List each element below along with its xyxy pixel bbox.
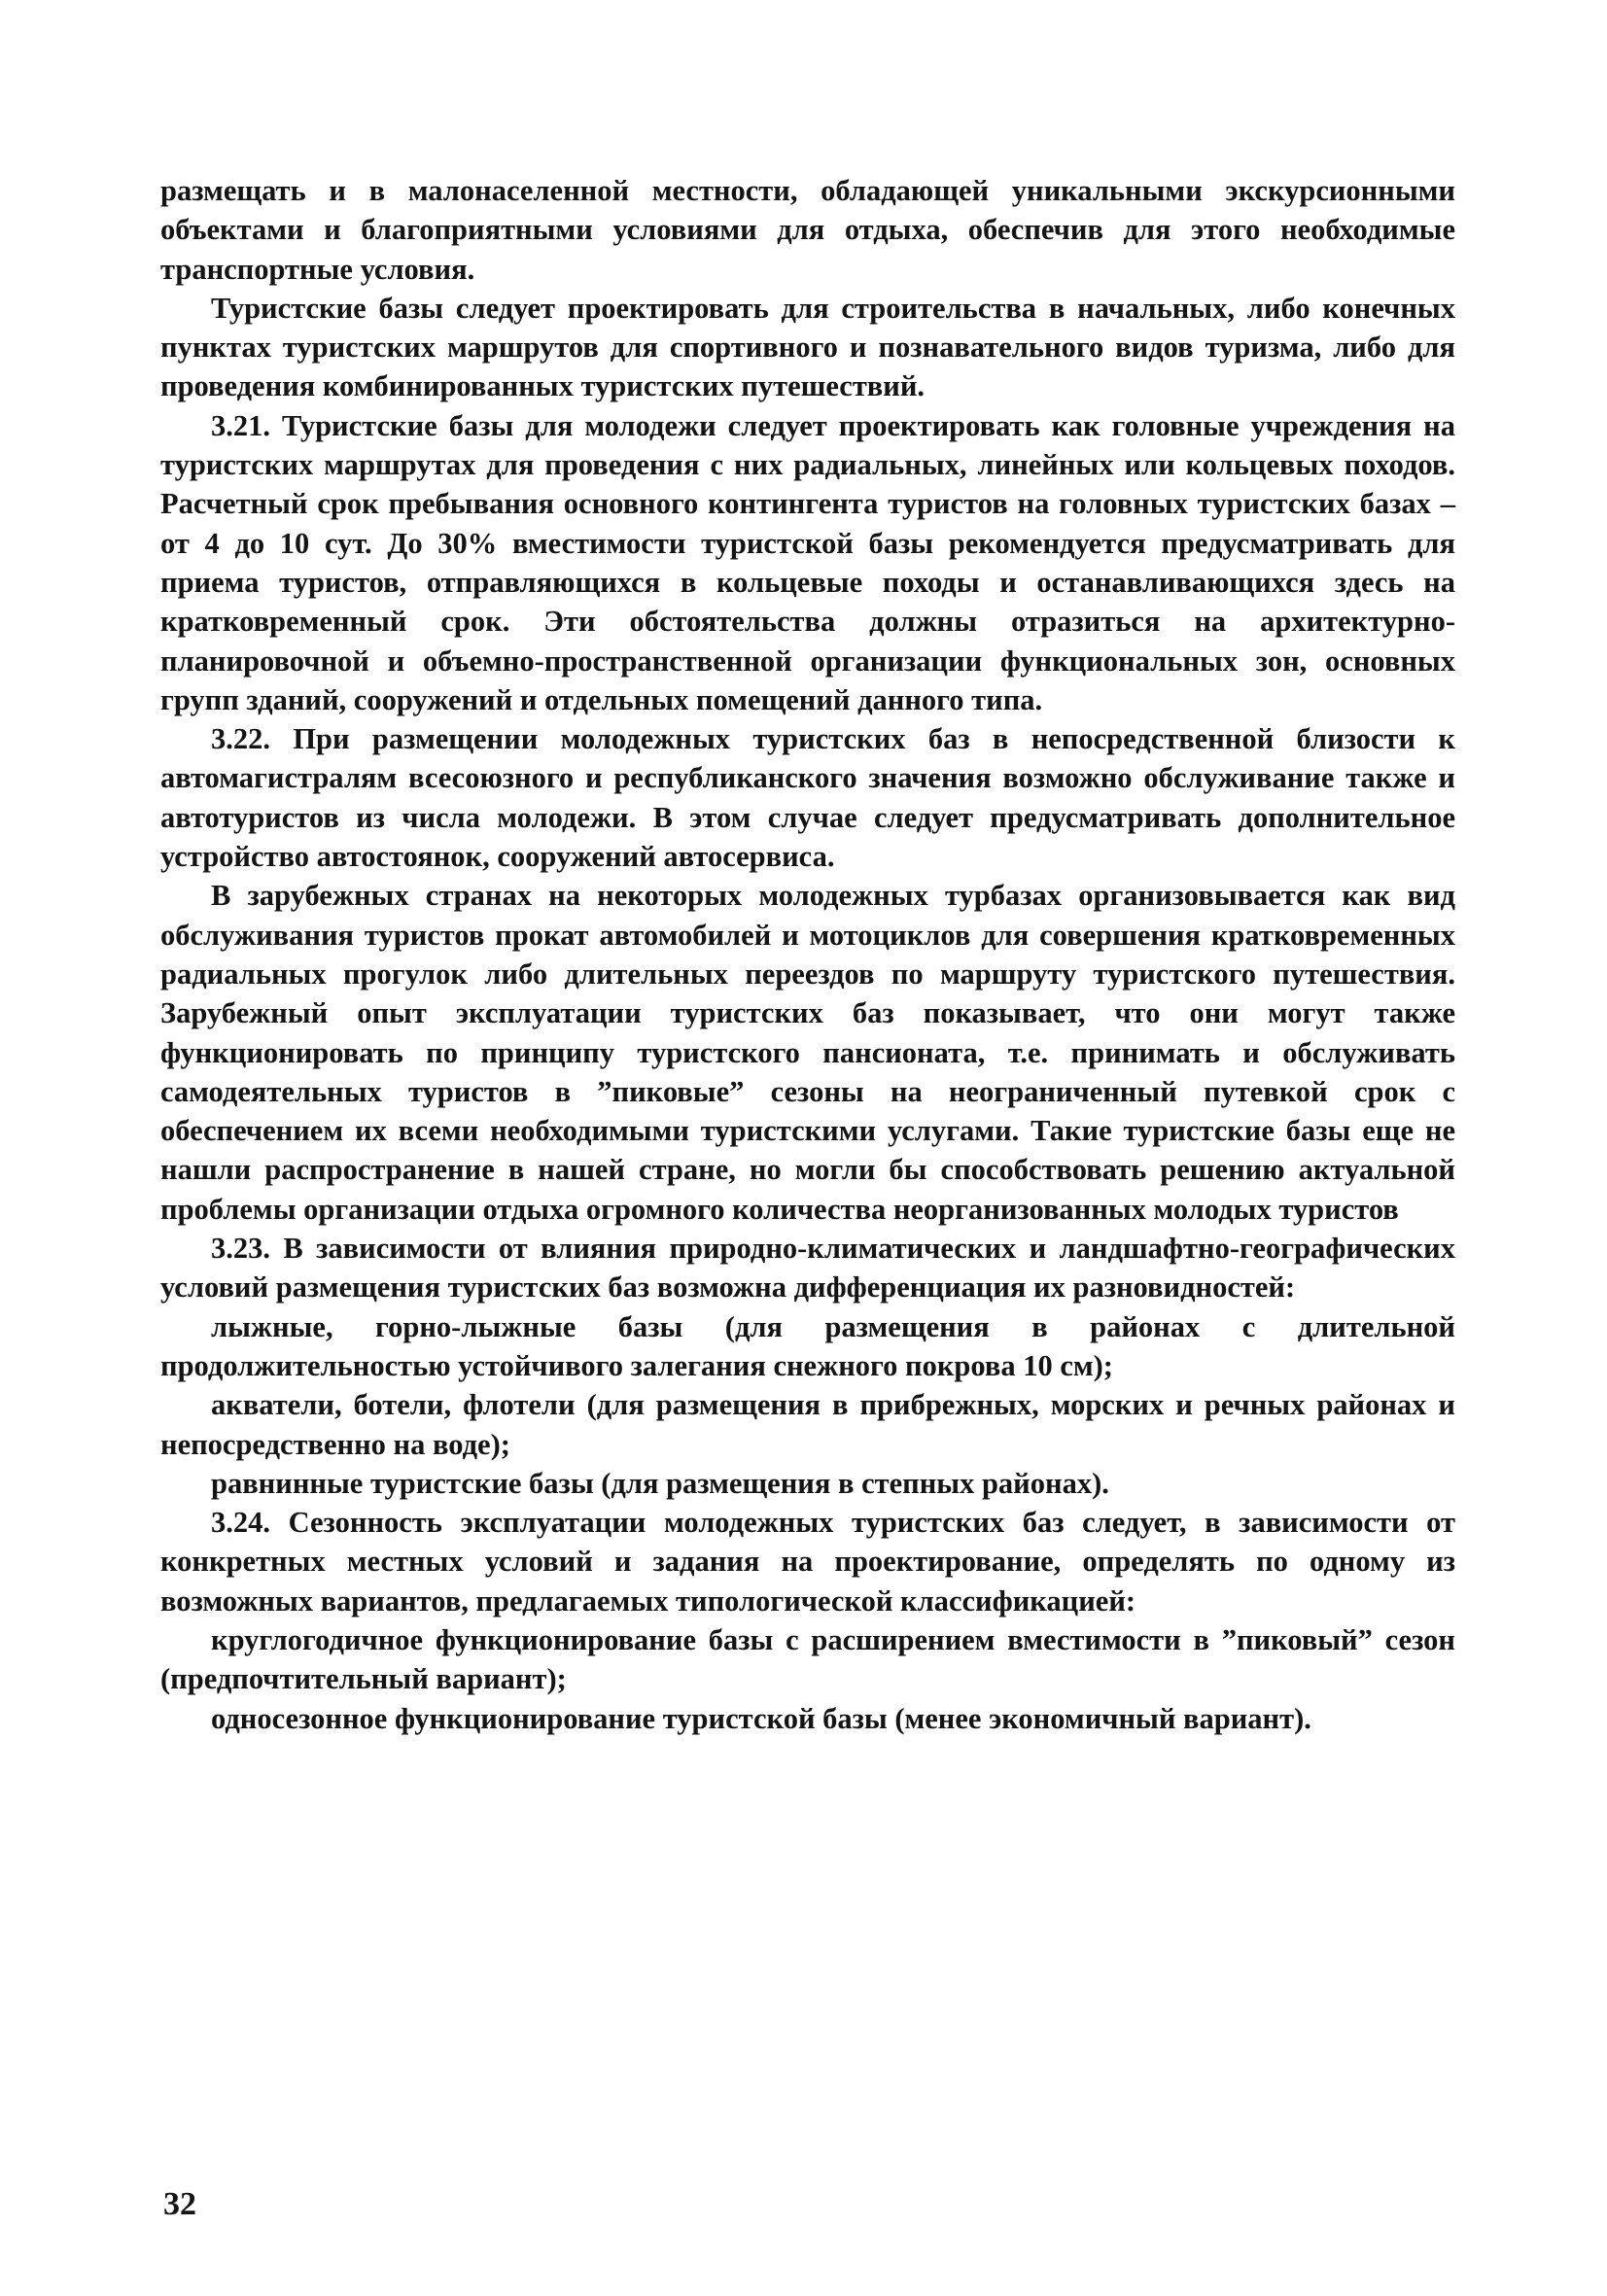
- page-body: [160, 171, 1455, 1738]
- section-number: 3.21.: [211, 408, 270, 442]
- list-item-year-round: круглогодичное функционирование базы с расширением вместимости в ”пиковый” сезон (предпочтительный вариант);: [160, 1622, 1455, 1696]
- section-text: Туристские базы для молодежи следует проектировать как головные учреждения на туристских маршрутах для проведения с них радиальных, линейных или кольцевых походов. Расчетный срок пребывания основного контингента туристов на головных туристских базах – от 4 до 10 сут. До 30% вместимости туристской базы рекомендуется предусматривать для приема туристов, отправляющихся в кольцевые походы и останавливающихся здесь на кратковременный срок. Эти обстоятельства должны отразиться на архитектурно-планировочной и объемно-пространственной организации функциональных зон, основных групп зданий, сооружений и отдельных помещений данного типа.: [160, 408, 1456, 716]
- section-number: 3.23.: [211, 1232, 270, 1266]
- list-item-single-season: односезонное функционирование туристской базы (менее экономичный вариант).: [211, 1701, 1311, 1735]
- section-number: 3.24.: [211, 1506, 270, 1540]
- list-item-aquatels: акватели, ботели, флотели (для размещения в прибрежных, морских и речных районах и непосредственно на воде);: [160, 1388, 1455, 1461]
- page-number: 32: [163, 2186, 196, 2222]
- section-text: При размещении молодежных туристских баз в непосредственной близости к автомагистралям всесоюзного и республиканского значения возможно обслуживание также и автотуристов из числа молодежи. В этом случае следует предусматривать дополнительное устройство автостоянок, сооружений автосервиса.: [160, 722, 1456, 874]
- section-3-22: [160, 719, 1455, 876]
- paragraph-intro-continuation: размещать и в малонаселенной местности, обладающей уникальными экскурсионными объектами и благоприятными условиями для отдыха, обеспечив для этого необходимые транспортные условия.: [160, 174, 1455, 286]
- section-3-23: [160, 1229, 1455, 1307]
- list-item-ski-bases: лыжные, горно-лыжные базы (для размещения в районах с длительной продолжительностью устойчивого залегания снежного покрова 10 см);: [160, 1309, 1455, 1382]
- section-3-24: [160, 1503, 1455, 1620]
- paragraph-foreign-experience: В зарубежных странах на некоторых молодежных турбазах организовывается как вид обслуживания туристов прокат автомобилей и мотоциклов для совершения кратковременных радиальных прогулок либо длительных переездов по маршруту туристского путешествия. Зарубежный опыт эксплуатации туристских баз показывает, что они могут также функционировать по принципу туристского пансионата, т.е. принимать и обслуживать самодеятельных туристов в ”пиковые” сезоны на неограниченный путевкой срок с обеспечением их всеми необходимыми туристскими услугами. Такие туристские базы еще не нашли распространение в нашей стране, но могли бы способствовать решению актуальной проблемы организации отдыха огромного количества неорганизованных молодых туристов: [160, 879, 1455, 1226]
- section-text: В зависимости от влияния природно-климатических и ландшафтно-географических условий размещения туристских баз возможна дифференциация их разновидностей:: [160, 1232, 1455, 1305]
- section-number: 3.22.: [211, 722, 270, 756]
- section-3-21: [160, 406, 1455, 719]
- paragraph-tourist-bases: Туристские базы следует проектировать для строительства в начальных, либо конечных пунктах туристских маршрутов для спортивного и познавательного видов туризма, либо для проведения комбинированных туристских путешествий.: [160, 291, 1455, 403]
- list-item-plain-bases: равнинные туристские базы (для размещения в степных районах).: [211, 1466, 1109, 1500]
- section-text: Сезонность эксплуатации молодежных туристских баз следует, в зависимости от конкретных местных условий и задания на проектирование, определять по одному из возможных вариантов, предлагаемых типологической классификацией:: [160, 1506, 1455, 1618]
